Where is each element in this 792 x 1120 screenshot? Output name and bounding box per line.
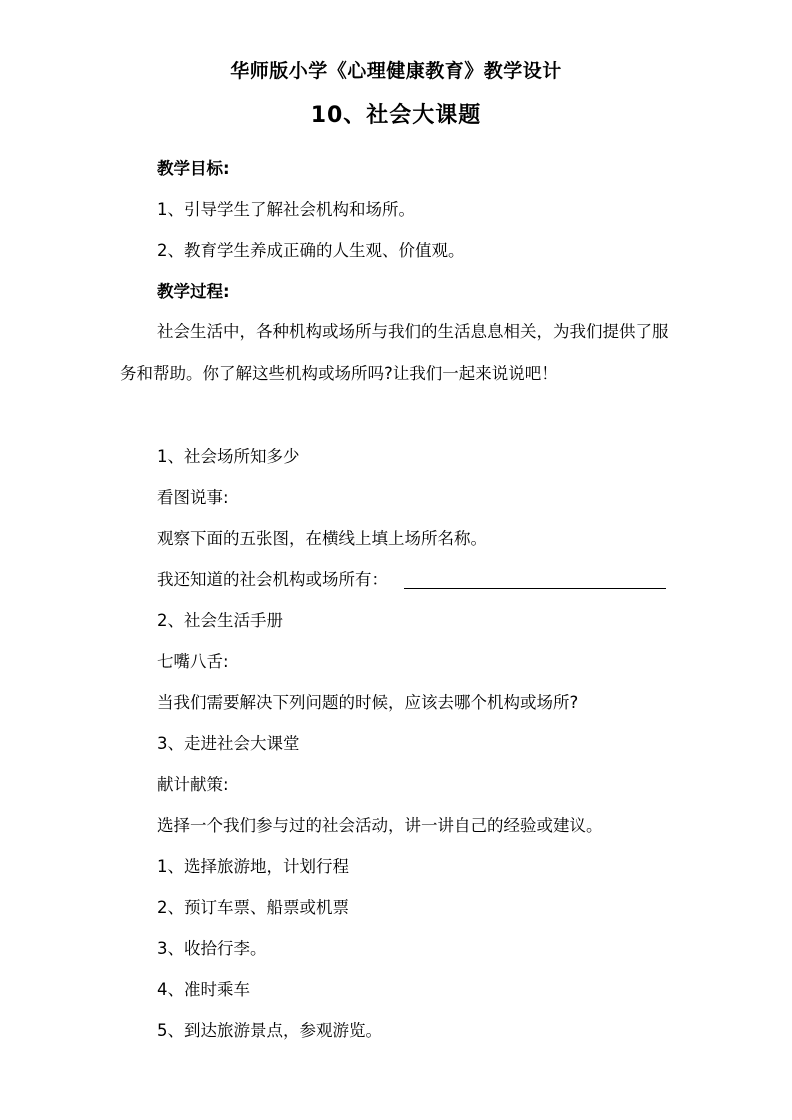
activity-label-look: 看图说事: [157, 488, 229, 507]
activity-label-suggest: 献计献策: [157, 775, 229, 794]
document-title: 华师版小学《心理健康教育》教学设计 [230, 60, 562, 82]
travel-step-4: 4、准时乘车 [157, 980, 250, 999]
goal-item-2: 2、教育学生养成正确的人生观、价值观。 [157, 241, 465, 260]
travel-step-5: 5、到达旅游景点，参观游览。 [157, 1021, 382, 1040]
section-heading-goals: 教学目标: [157, 159, 230, 178]
fill-in-blank-line[interactable] [404, 588, 666, 589]
travel-step-3: 3、收拾行李。 [157, 939, 267, 958]
fill-in-prompt: 我还知道的社会机构或场所有： [157, 570, 388, 589]
step-heading-3: 3、走进社会大课堂 [157, 734, 300, 753]
goal-item-1: 1、引导学生了解社会机构和场所。 [157, 200, 415, 219]
step-heading-1: 1、社会场所知多少 [157, 447, 300, 466]
step-heading-2: 2、社会生活手册 [157, 611, 283, 630]
instruction-share: 选择一个我们参与过的社会活动，讲一讲自己的经验或建议。 [157, 816, 603, 835]
lesson-title: 10、社会大课题 [310, 103, 482, 128]
travel-step-2: 2、预订车票、船票或机票 [157, 898, 349, 917]
question-where-to-go: 当我们需要解决下列问题的时候，应该去哪个机构或场所? [157, 693, 579, 712]
section-heading-process: 教学过程: [157, 282, 230, 301]
instruction-observe: 观察下面的五张图，在横线上填上场所名称。 [157, 529, 487, 548]
travel-step-1: 1、选择旅游地，计划行程 [157, 857, 349, 876]
activity-label-discuss: 七嘴八舌: [157, 652, 229, 671]
intro-paragraph [120, 311, 680, 395]
intro-paragraph-text: 社会生活中，各种机构或场所与我们的生活息息相关，为我们提供了服务和帮助。你了解这些机构或场所吗?让我们一起来说说吧！ [120, 322, 669, 383]
